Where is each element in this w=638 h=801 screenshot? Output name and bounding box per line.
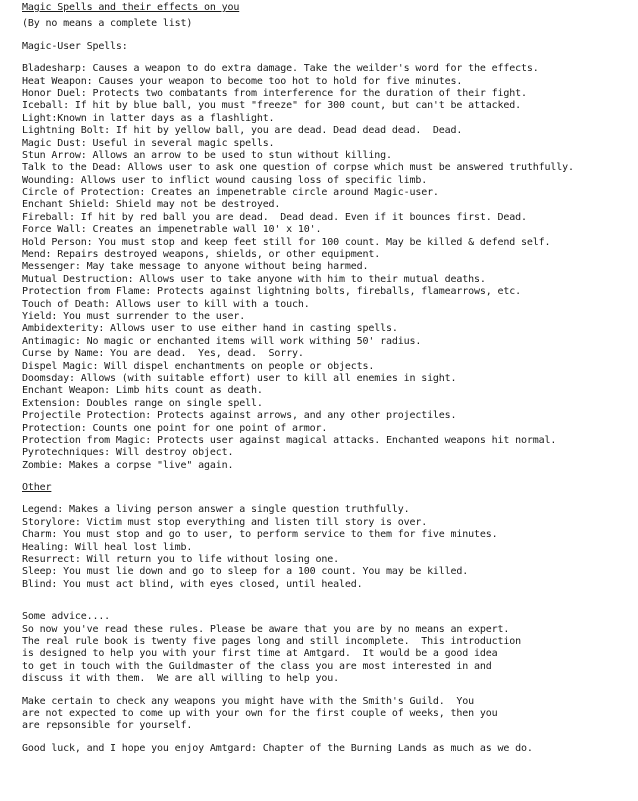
spell-entry: Resurrect: Will return you to life without losing one. [22,554,340,566]
spell-entry: Bladesharp: Causes a weapon to do extra damage. Take the weilder's word for the effects. [22,63,539,75]
spell-entry: Dispel Magic: Will dispel enchantments on people or objects. [22,360,375,372]
advice-line: to get in touch with the Guildmaster of the class you are most interested in and [22,660,492,672]
spell-entry: Mend: Repairs destroyed weapons, shields, or other equipment. [22,249,381,261]
spell-entry: Zombie: Makes a corpse "live" again. [22,459,234,471]
advice-line: Make certain to check any weapons you might have with the Smith's Guild. You [22,695,475,707]
spell-entry: Lightning Bolt: If hit by yellow ball, you are dead. Dead dead dead. Dead. [22,125,463,137]
spell-entry: Protection from Flame: Protects against lightning bolts, fireballs, flamearrows, etc. [22,286,521,298]
spell-entry: Charm: You must stop and go to user, to perform service to them for five minutes. [22,529,498,541]
spell-entry: Storylore: Victim must stop everything and listen till story is over. [22,516,428,528]
spell-entry: Messenger: May take message to anyone without being harmed. [22,261,369,273]
spell-entry: Ambidexterity: Allows user to use either hand in casting spells. [22,323,398,335]
other-spell-list [22,504,634,591]
advice-line: is designed to help you with your first time at Amtgard. It would be a good idea [22,648,498,660]
spell-entry: Fireball: If hit by red ball you are dead. Dead dead. Even if it bounces first. Dead. [22,211,527,223]
spell-entry: Iceball: If hit by blue ball, you must "freeze" for 300 count, but can't be attacked. [22,100,521,112]
spell-entry: Protection from Magic: Protects user against magical attacks. Enchanted weapons hit normal. [22,434,557,446]
spell-entry: Legend: Makes a living person answer a single question truthfully. [22,504,410,516]
spell-entry: Healing: Will heal lost limb. [22,541,193,553]
spell-entry: Yield: You must surrender to the user. [22,310,246,322]
magic-user-spell-list [22,63,634,472]
spell-entry: Light:Known in latter days as a flashlight. [22,112,275,124]
section-heading-other: Other [22,482,52,494]
advice-heading: Some advice.... [22,611,111,623]
spell-entry: Doomsday: Allows (with suitable effort) user to kill all enemies in sight. [22,372,457,384]
spell-entry: Enchant Shield: Shield may not be destroyed. [22,199,281,211]
section-heading-magic-user: Magic-User Spells: [22,40,128,52]
spell-entry: Circle of Protection: Creates an impenetrable circle around Magic-user. [22,187,439,199]
advice-paragraph-1 [22,624,634,686]
spell-entry: Pyrotechniques: Will destroy object. [22,447,234,459]
spell-entry: Force Wall: Creates an impenetrable wall 10' x 10'. [22,224,322,236]
advice-line: are not expected to come up with your own for the first couple of weeks, then you [22,707,498,719]
spell-entry: Heat Weapon: Causes your weapon to become too hot to hold for five minutes. [22,75,463,87]
closing-line: Good luck, and I hope you enjoy Amtgard: Chapter of the Burning Lands as much as we do. [22,742,533,754]
spell-entry: Hold Person: You must stop and keep feet still for 100 count. May be killed & defend self. [22,236,551,248]
spell-entry: Extension: Doubles range on single spell. [22,397,263,409]
document-title: Magic Spells and their effects on you [22,2,240,13]
spell-entry: Touch of Death: Allows user to kill with a touch. [22,298,310,310]
spell-entry: Blind: You must act blind, with eyes closed, until healed. [22,578,363,590]
spell-entry: Stun Arrow: Allows an arrow to be used to stun without killing. [22,149,392,161]
spell-entry: Protection: Counts one point for one point of armor. [22,422,328,434]
spell-entry: Curse by Name: You are dead. Yes, dead. Sorry. [22,348,304,360]
spell-entry: Projectile Protection: Protects against arrows, and any other projectiles. [22,410,457,422]
spell-entry: Mutual Destruction: Allows user to take anyone with him to their mutual deaths. [22,273,486,285]
spell-entry: Enchant Weapon: Limb hits count as death. [22,385,263,397]
advice-line: discuss it with them. We are all willing to help you. [22,673,340,685]
advice-paragraph-2 [22,696,634,733]
document-subtitle: (By no means a complete list) [22,18,193,30]
spell-entry: Antimagic: No magic or enchanted items will work withing 50' radius. [22,335,422,347]
advice-line: So now you've read these rules. Please be aware that you are by no means an expert. [22,623,510,635]
advice-line: are repsonsible for yourself. [22,720,193,732]
advice-line: The real rule book is twenty five pages long and still incomplete. This introduction [22,635,521,647]
spell-entry: Sleep: You must lie down and go to sleep for a 100 count. You may be killed. [22,566,469,578]
spell-entry: Wounding: Allows user to inflict wound causing loss of specific limb. [22,174,428,186]
spell-entry: Magic Dust: Useful in several magic spells. [22,137,275,149]
spell-entry: Talk to the Dead: Allows user to ask one question of corpse which must be answered truthfully. [22,162,574,174]
spell-entry: Honor Duel: Protects two combatants from interference for the duration of their fight. [22,87,527,99]
